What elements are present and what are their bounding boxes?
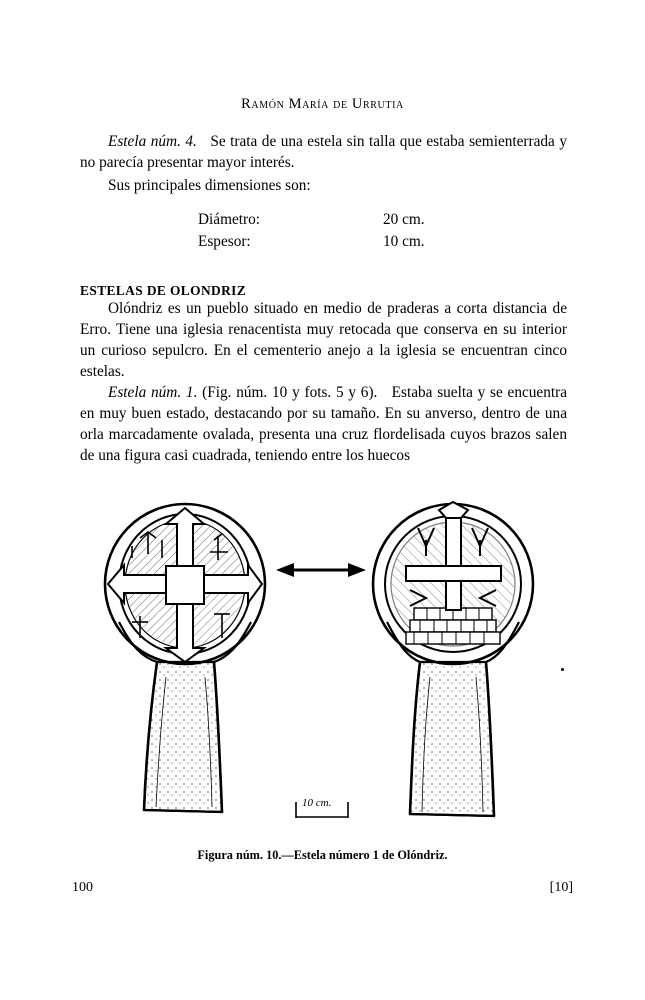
dimension-row bbox=[198, 209, 567, 231]
estela-4-text: Se trata de una estela sin talla que estaba semienterrada y no parecía presentar mayor interés. bbox=[80, 133, 567, 171]
estela-1-reference: (Fig. núm. 10 y fots. 5 y 6). bbox=[202, 384, 378, 402]
paragraph-dimensions-intro: Sus principales dimensiones son: bbox=[108, 176, 311, 194]
figure-caption: Figura núm. 10.—Estela número 1 de Olóndriz. bbox=[197, 848, 448, 862]
section-heading: ESTELAS DE OLONDRIZ bbox=[80, 283, 247, 299]
body-column bbox=[80, 132, 567, 467]
ink-speck bbox=[561, 668, 564, 671]
dimension-value: 10 cm. bbox=[383, 233, 425, 251]
double-arrow bbox=[276, 563, 366, 577]
bracket-page-number: [10] bbox=[549, 880, 573, 895]
paragraph-olondriz: Olóndriz es un pueblo situado en medio de praderas a corta distancia de Erro. Tiene una iglesia renacentista muy retocada que conserva en su interior un curioso sepulcro. En el cementerio anejo a la iglesia se encuentran cinco estelas. bbox=[80, 300, 567, 381]
dimensions-list bbox=[198, 209, 567, 253]
paragraph-estela-4 bbox=[80, 132, 567, 174]
estela-1-lead: Estela núm. 1. bbox=[108, 384, 198, 402]
dimension-label: Diámetro: bbox=[198, 210, 261, 228]
dimension-label: Espesor: bbox=[198, 233, 251, 251]
estela-1-text: Estaba suelta y se encuentra en muy buen estado, destacando por su tamaño. En su anverso, dentro de una orla marcadamente ovalada, presenta una cruz flordelisada cuyos brazos salen de una figura casi cuadrada, teniendo entre los huecos bbox=[80, 384, 567, 464]
scale-bar-label: 10 cm. bbox=[302, 797, 332, 809]
reverso-stela-drawing bbox=[373, 502, 533, 816]
dimension-row bbox=[198, 231, 567, 253]
anverso-stela-drawing bbox=[105, 504, 265, 812]
estela-4-lead: Estela núm. 4. bbox=[108, 133, 197, 150]
dimension-value: 20 cm. bbox=[383, 210, 425, 228]
page-number: 100 bbox=[72, 880, 93, 895]
stela-illustration bbox=[62, 462, 582, 832]
paragraph-estela-1 bbox=[80, 383, 567, 467]
scale-bar bbox=[292, 798, 354, 825]
running-head: Ramón María de Urrutia bbox=[241, 96, 404, 112]
figure-stela-olondriz bbox=[62, 462, 582, 832]
